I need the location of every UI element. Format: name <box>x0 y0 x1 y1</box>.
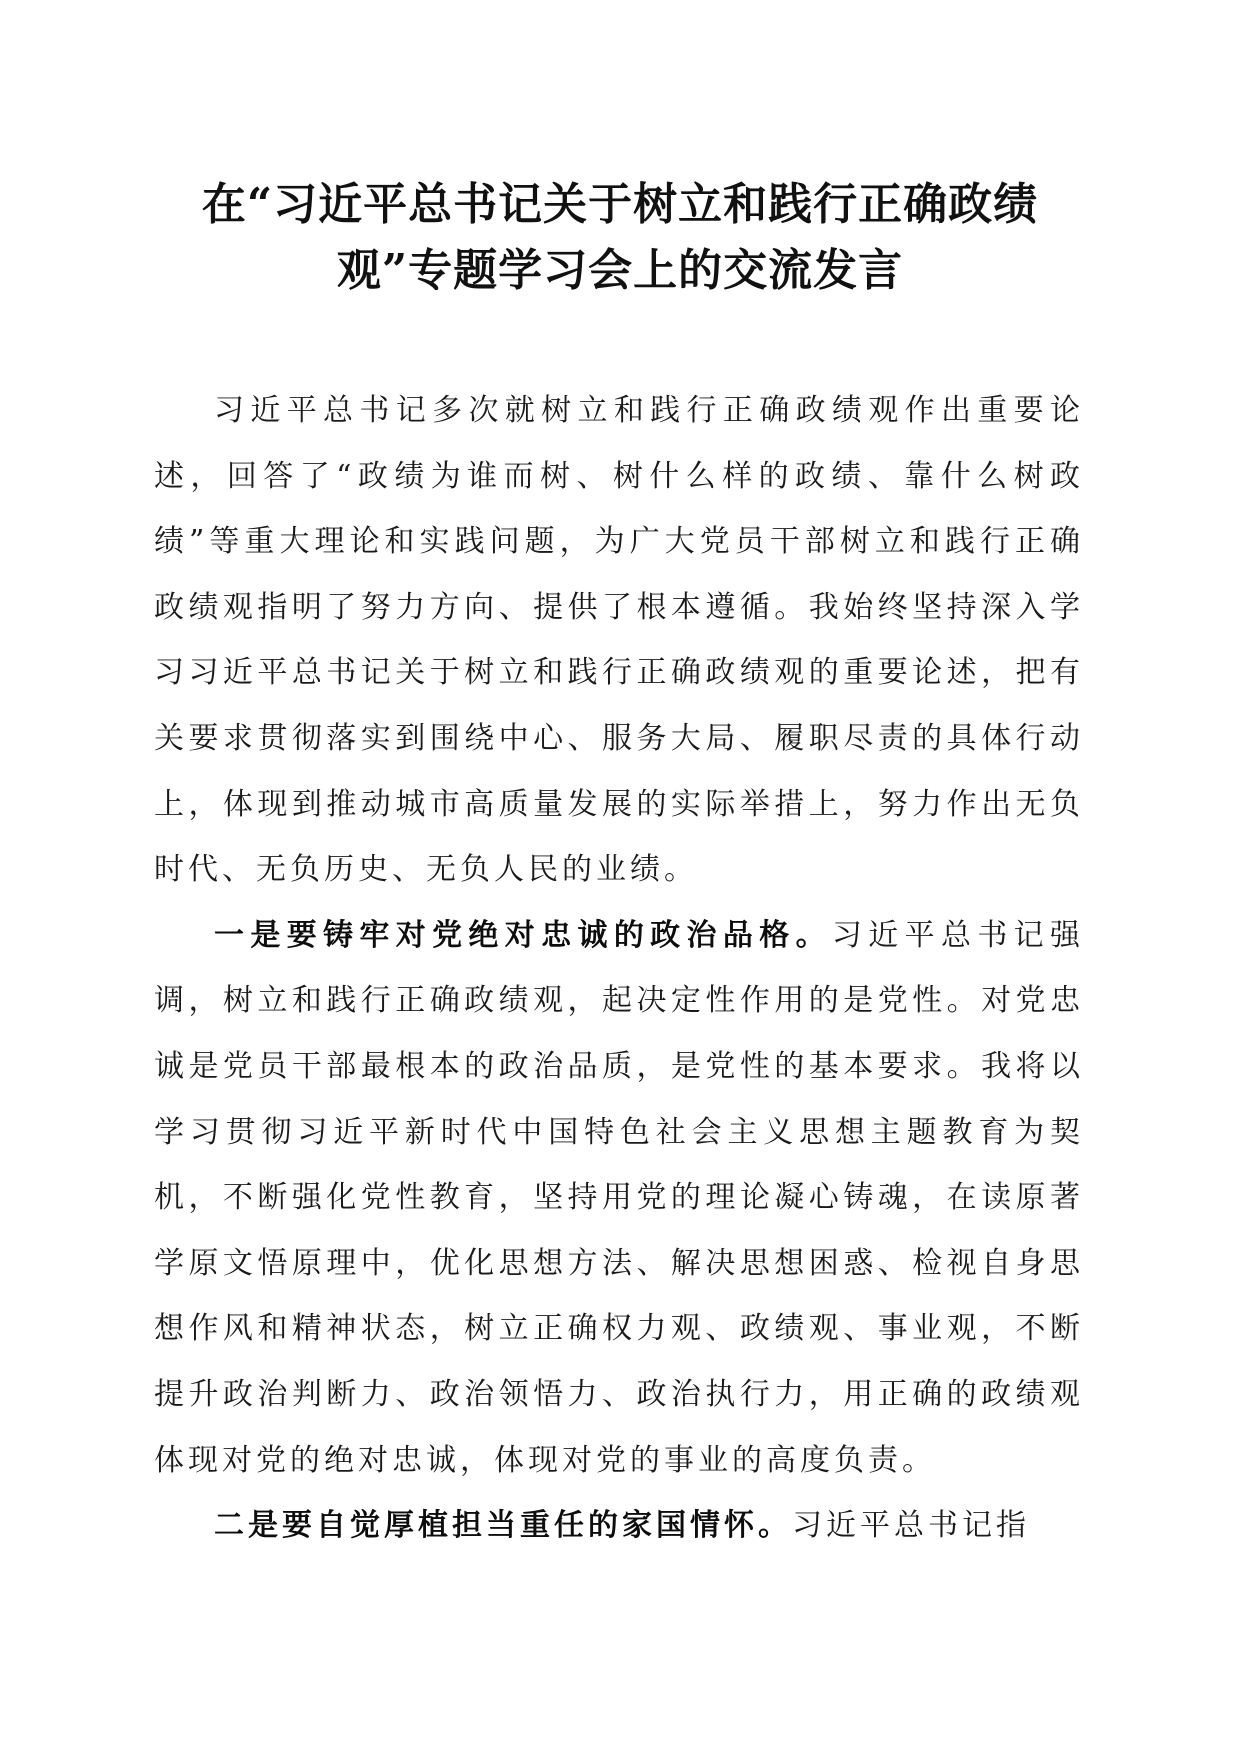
title-line-2: 观”专题学习会上的交流发言 <box>336 245 904 296</box>
intro-paragraph <box>154 378 1084 903</box>
point-two-heading: 二是要自觉厚植担当重任的家国情怀。 <box>214 1508 792 1544</box>
intro-paragraph-text: 习近平总书记多次就树立和践行正确政绩观作出重要论述，回答了“政绩为谁而树、树什么样的政绩、靠什么树政绩”等重大理论和实践问题，为广大党员干部树立和践行正确政绩观指明了努力方向、提供了根本遵循。我始终坚持深入学习习近平总书记关于树立和践行正确政绩观的重要论述，把有关要求贯彻落实到围绕中心、服务大局、履职尽责的具体行动上，体现到推动城市高质量发展的实际举措上，努力作出无负时代、无负历史、无负人民的业绩。 <box>154 393 1084 888</box>
point-two-text: 习近平总书记指 <box>792 1508 1030 1544</box>
point-two-paragraph <box>154 1493 1084 1559</box>
point-one-heading: 一是要铸牢对党绝对忠诚的政治品格。 <box>214 917 832 953</box>
document-title <box>160 172 1080 304</box>
point-one-paragraph <box>154 903 1084 1493</box>
title-line-1: 在“习近平总书记关于树立和践行正确政绩 <box>201 179 1039 230</box>
point-one-text: 习近平总书记强调，树立和践行正确政绩观，起决定性作用的是党性。对党忠诚是党员干部最根本的政治品质，是党性的基本要求。我将以学习贯彻习近平新时代中国特色社会主义思想主题教育为契机，不断强化党性教育，坚持用党的理论凝心铸魂，在读原著学原文悟原理中，优化思想方法、解决思想困惑、检视自身思想作风和精神状态，树立正确权力观、政绩观、事业观，不断提升政治判断力、政治领悟力、政治执行力，用正确的政绩观体现对党的绝对忠诚，体现对党的事业的高度负责。 <box>154 917 1085 1478</box>
document-body <box>154 378 1084 1559</box>
